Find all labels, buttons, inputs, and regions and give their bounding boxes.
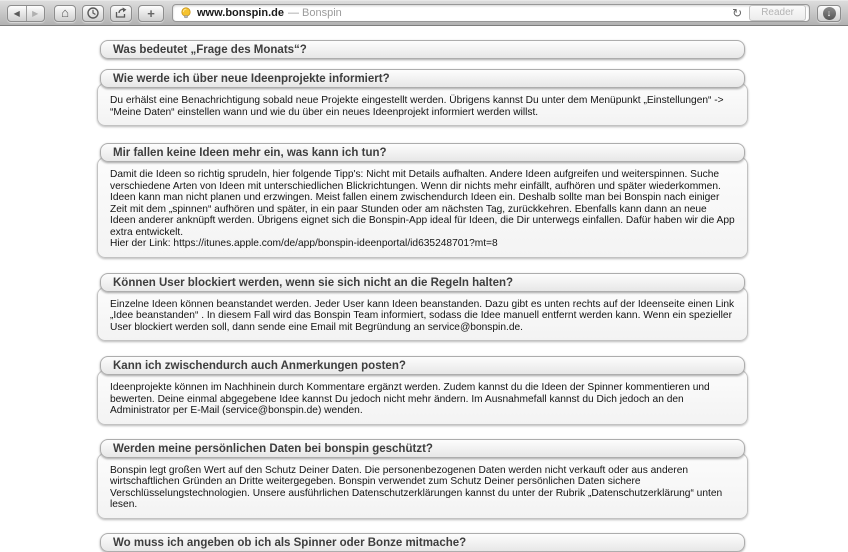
- faq-answer: Du erhälst eine Benachrichtigung sobald neue Projekte eingestellt werden. Übrigens kannst Du unter dem Menüpunkt „Einstellungen“ -> “Meine Daten“ einstellen wann und wie du über ein neues Ideenprojekt informiert werden willst.: [97, 83, 748, 126]
- share-button[interactable]: [110, 5, 132, 22]
- lightbulb-favicon-icon: [180, 7, 192, 20]
- faq-answer: Bonspin legt großen Wert auf den Schutz Deiner Daten. Die personenbezogenen Daten werden nicht verkauft oder aus anderen wirtschaftlichen Gründen an Dritte weitergegeben. Bonspin verwendet zum Schutz Deiner persönlichen Daten sichere Verschlüsselungstechnologien. Unsere ausführlichen Datenschutzerklärungen kannst du unter der Rubrik „Datenschutzerklärung“ unten lesen.: [97, 453, 748, 519]
- home-icon: ⌂: [61, 4, 69, 20]
- faq-answer-link-line: Hier der Link: https://itunes.apple.com/de/app/bonspin-ideenportal/id635248701?mt=8: [110, 238, 498, 249]
- faq-item: [100, 533, 745, 552]
- faq-item: [100, 439, 745, 519]
- forward-button[interactable]: [27, 6, 45, 21]
- history-nav-control: [7, 5, 45, 22]
- faq-answer: Einzelne Ideen können beanstandet werden. Jeder User kann Ideen beanstanden. Dazu gibt es unten rechts auf der Ideenseite einen Link „Idee beanstanden“ . In diesem Fall wird das Bonspin Team informiert, sodass die Idee manuell entfernt werden kann. Wenn ein spezieller User blockiert werden soll, dann sende eine Email mit Begründung an service@bonspin.de.: [97, 287, 748, 342]
- browser-toolbar: [0, 0, 848, 26]
- reload-button[interactable]: [732, 6, 742, 20]
- page-title-text: — Bonspin: [287, 7, 342, 19]
- downloads-button[interactable]: [817, 5, 841, 22]
- faq-question-neue-ideenprojekte[interactable]: Wie werde ich über neue Ideenprojekte informiert?: [100, 69, 745, 88]
- history-button[interactable]: [82, 5, 104, 22]
- new-tab-button[interactable]: [138, 5, 164, 22]
- faq-question-anmerkungen-posten[interactable]: Kann ich zwischendurch auch Anmerkungen posten?: [100, 356, 745, 375]
- faq-answer: [97, 157, 748, 258]
- faq-question-keine-ideen[interactable]: Mir fallen keine Ideen mehr ein, was kann ich tun?: [100, 143, 745, 162]
- web-page: [0, 26, 848, 552]
- reader-button[interactable]: Reader: [749, 5, 806, 21]
- back-icon: ◀: [13, 8, 20, 18]
- faq-item: [100, 356, 745, 425]
- url-text: www.bonspin.de: [197, 7, 284, 19]
- faq-question-user-blockiert[interactable]: Können User blockiert werden, wenn sie sich nicht an die Regeln halten?: [100, 273, 745, 292]
- clock-icon: [87, 7, 99, 19]
- faq-answer: Ideenprojekte können im Nachhinein durch Kommentare ergänzt werden. Zudem kannst du die Ideen der Spinner kommentieren und bewerten. Deine einmal abgegebene Idee kannst Du jedoch nicht mehr ändern. Im Ausnahmefall kannst du Dich jedoch an den Administrator per E-Mail (service@bonspin.de) wenden.: [97, 370, 748, 425]
- address-bar[interactable]: [172, 4, 810, 22]
- forward-icon: ▶: [32, 8, 39, 18]
- faq-question-spinner-oder-bonze[interactable]: Wo muss ich angeben ob ich als Spinner oder Bonze mitmache?: [100, 533, 745, 552]
- faq-question-daten-geschuetzt[interactable]: Werden meine persönlichen Daten bei bonspin geschützt?: [100, 439, 745, 458]
- faq-list: [100, 40, 745, 552]
- faq-answer-paragraph: Damit die Ideen so richtig sprudeln, hier folgende Tipp's: Nicht mit Details aufhalten. Andere Ideen aufgreifen und weiterspinnen. Suche verschiedene Arten von Ideen mit unterschiedlichen Blickrichtungen. Wenn dir nichts mehr einfällt, aufhören und später wiederkommen. Ideen kann man nicht planen und erzwingen. Meist fallen einem zwischendurch Ideen ein. Deshalb sollte man bei Bonspin nach einiger Zeit mit dem „spinnen“ aufhören und später, in ein paar Stunden oder am nächsten Tag, zurückkehren. Ebenfalls kann dann an neue Ideen anderer anknüpft werden. Übrigens eignet sich die Bonspin-App ideal für Ideen, die Dir unterwegs einfallen. Dafür haben wir die App extra entwickelt.: [110, 169, 735, 238]
- reload-icon: ↻: [732, 6, 743, 20]
- faq-question-frage-des-monats[interactable]: Was bedeutet „Frage des Monats“?: [100, 40, 745, 59]
- faq-item: [100, 143, 745, 258]
- faq-item: [100, 69, 745, 126]
- share-icon: [115, 7, 128, 19]
- faq-item: [100, 273, 745, 342]
- faq-item: [100, 40, 745, 59]
- download-icon: ↓: [823, 7, 836, 20]
- home-button[interactable]: [54, 5, 76, 22]
- back-button[interactable]: [8, 6, 27, 21]
- plus-icon: +: [147, 5, 155, 21]
